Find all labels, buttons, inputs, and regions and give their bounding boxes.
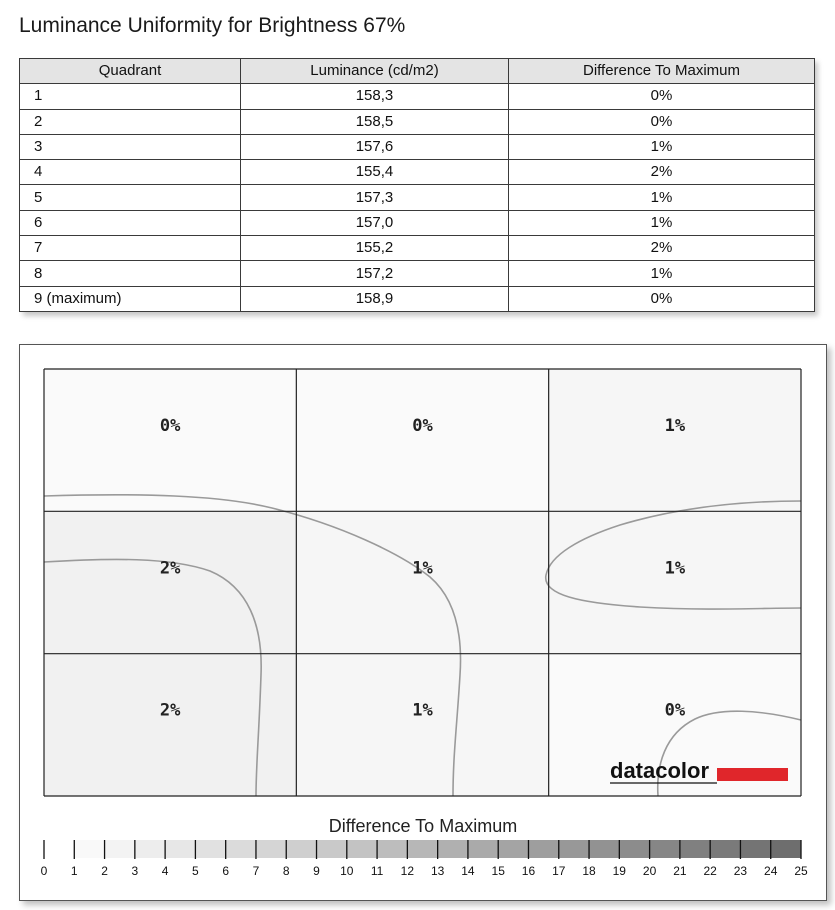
scale-swatch [468,840,499,858]
scale-tick-label: 23 [733,864,748,878]
scale-swatch [105,840,136,858]
scale-tick-label: 18 [582,864,596,878]
page-title: Luminance Uniformity for Brightness 67% [19,14,406,37]
heatmap-cell-label: 1% [664,558,686,579]
heatmap-cell-label: 0% [664,700,686,721]
scale-swatch [740,840,771,858]
table-row [20,109,815,134]
scale-tick-label: 19 [612,864,626,878]
luminance-cell: 158,3 [241,84,509,109]
scale-tick-label: 9 [313,864,320,878]
difference-cell: 0% [509,84,815,109]
scale-swatch [771,840,802,858]
luminance-cell: 155,2 [241,236,509,261]
table-row [20,160,815,185]
luminance-cell: 158,5 [241,109,509,134]
quadrant-cell: 4 [20,160,241,185]
scale-swatch [710,840,741,858]
difference-cell: 0% [509,286,815,311]
difference-cell: 2% [509,236,815,261]
scale-swatch [135,840,166,858]
scale-tick-label: 5 [192,864,199,878]
scale-tick-label: 13 [430,864,445,878]
scale-swatch [619,840,650,858]
scale-tick-label: 25 [794,864,808,878]
scale-tick-label: 21 [673,864,687,878]
column-header-luminance: Luminance (cd/m2) [241,59,509,84]
scale-swatch [226,840,257,858]
table-row [20,286,815,311]
table-row [20,210,815,235]
scale-tick-label: 8 [282,864,290,878]
heatmap-cell [549,369,801,511]
scale-swatch [165,840,196,858]
scale-tick-label: 4 [161,864,169,878]
scale-swatch [286,840,317,858]
uniformity-heatmap-panel [19,344,827,901]
difference-scale [41,840,808,878]
difference-cell: 1% [509,210,815,235]
scale-swatch [680,840,711,858]
brand-logo-bar [717,768,788,781]
scale-tick-label: 20 [642,864,657,878]
luminance-cell: 157,3 [241,185,509,210]
quadrant-cell: 9 (maximum) [20,286,241,311]
table-row [20,134,815,159]
table-row [20,236,815,261]
heatmap-cell-label: 1% [412,700,433,721]
heatmap-cell-label: 1% [412,558,433,579]
scale-tick-label: 10 [340,864,354,878]
difference-cell: 1% [509,261,815,286]
scale-tick-label: 14 [461,864,475,878]
scale-tick-label: 7 [252,864,260,878]
heatmap-cell-label: 2% [159,558,181,579]
uniformity-heatmap [20,345,826,900]
scale-tick-label: 22 [703,864,717,878]
heatmap-cell-label: 0% [159,416,181,436]
scale-swatch [589,840,620,858]
heatmap-cell [296,654,548,796]
brand-logo-text: datacolor [610,758,710,783]
quadrant-cell: 1 [20,84,241,109]
scale-swatch [498,840,529,858]
quadrant-cell: 7 [20,236,241,261]
heatmap-cell-label: 2% [159,700,181,721]
scale-tick-label: 3 [131,864,139,878]
scale-tick-label: 16 [521,864,536,878]
difference-cell: 0% [509,109,815,134]
scale-swatch [347,840,378,858]
quadrant-cell: 5 [20,185,241,210]
table-row [20,261,815,286]
column-header-quadrant: Quadrant [20,59,241,84]
scale-swatch [44,840,75,858]
quadrant-cell: 6 [20,210,241,235]
uniformity-table-container [19,58,814,312]
table-row [20,185,815,210]
heatmap-cell-label: 0% [412,416,433,436]
scale-title: Difference To Maximum [328,816,518,836]
scale-swatch [528,840,559,858]
table-header-row [20,59,815,84]
uniformity-table [19,58,815,312]
scale-swatch [650,840,681,858]
quadrant-cell: 2 [20,109,241,134]
difference-cell: 2% [509,160,815,185]
luminance-cell: 155,4 [241,160,509,185]
scale-tick-label: 11 [370,864,384,878]
scale-swatch [438,840,469,858]
scale-swatch [256,840,287,858]
scale-tick-label: 0 [40,864,48,878]
scale-swatch [317,840,348,858]
heatmap-cell [296,511,548,653]
quadrant-cell: 3 [20,134,241,159]
scale-tick-label: 2 [101,864,108,878]
column-header-difference: Difference To Maximum [509,59,815,84]
scale-swatch [74,840,105,858]
scale-tick-label: 6 [222,864,230,878]
difference-cell: 1% [509,134,815,159]
luminance-cell: 157,2 [241,261,509,286]
heatmap-cell-label: 1% [664,416,686,436]
scale-tick-label: 24 [764,864,778,878]
scale-swatch [195,840,226,858]
scale-swatch [377,840,408,858]
table-row [20,84,815,109]
heatmap-cell [296,369,548,511]
heatmap-cell [44,369,296,511]
scale-tick-label: 1 [70,864,78,878]
scale-swatch [559,840,590,858]
scale-tick-label: 17 [552,864,566,878]
luminance-cell: 158,9 [241,286,509,311]
difference-cell: 1% [509,185,815,210]
scale-tick-label: 15 [491,864,505,878]
quadrant-cell: 8 [20,261,241,286]
heatmap-cell [549,511,801,653]
luminance-cell: 157,0 [241,210,509,235]
luminance-cell: 157,6 [241,134,509,159]
scale-swatch [407,840,438,858]
scale-tick-label: 12 [400,864,415,878]
